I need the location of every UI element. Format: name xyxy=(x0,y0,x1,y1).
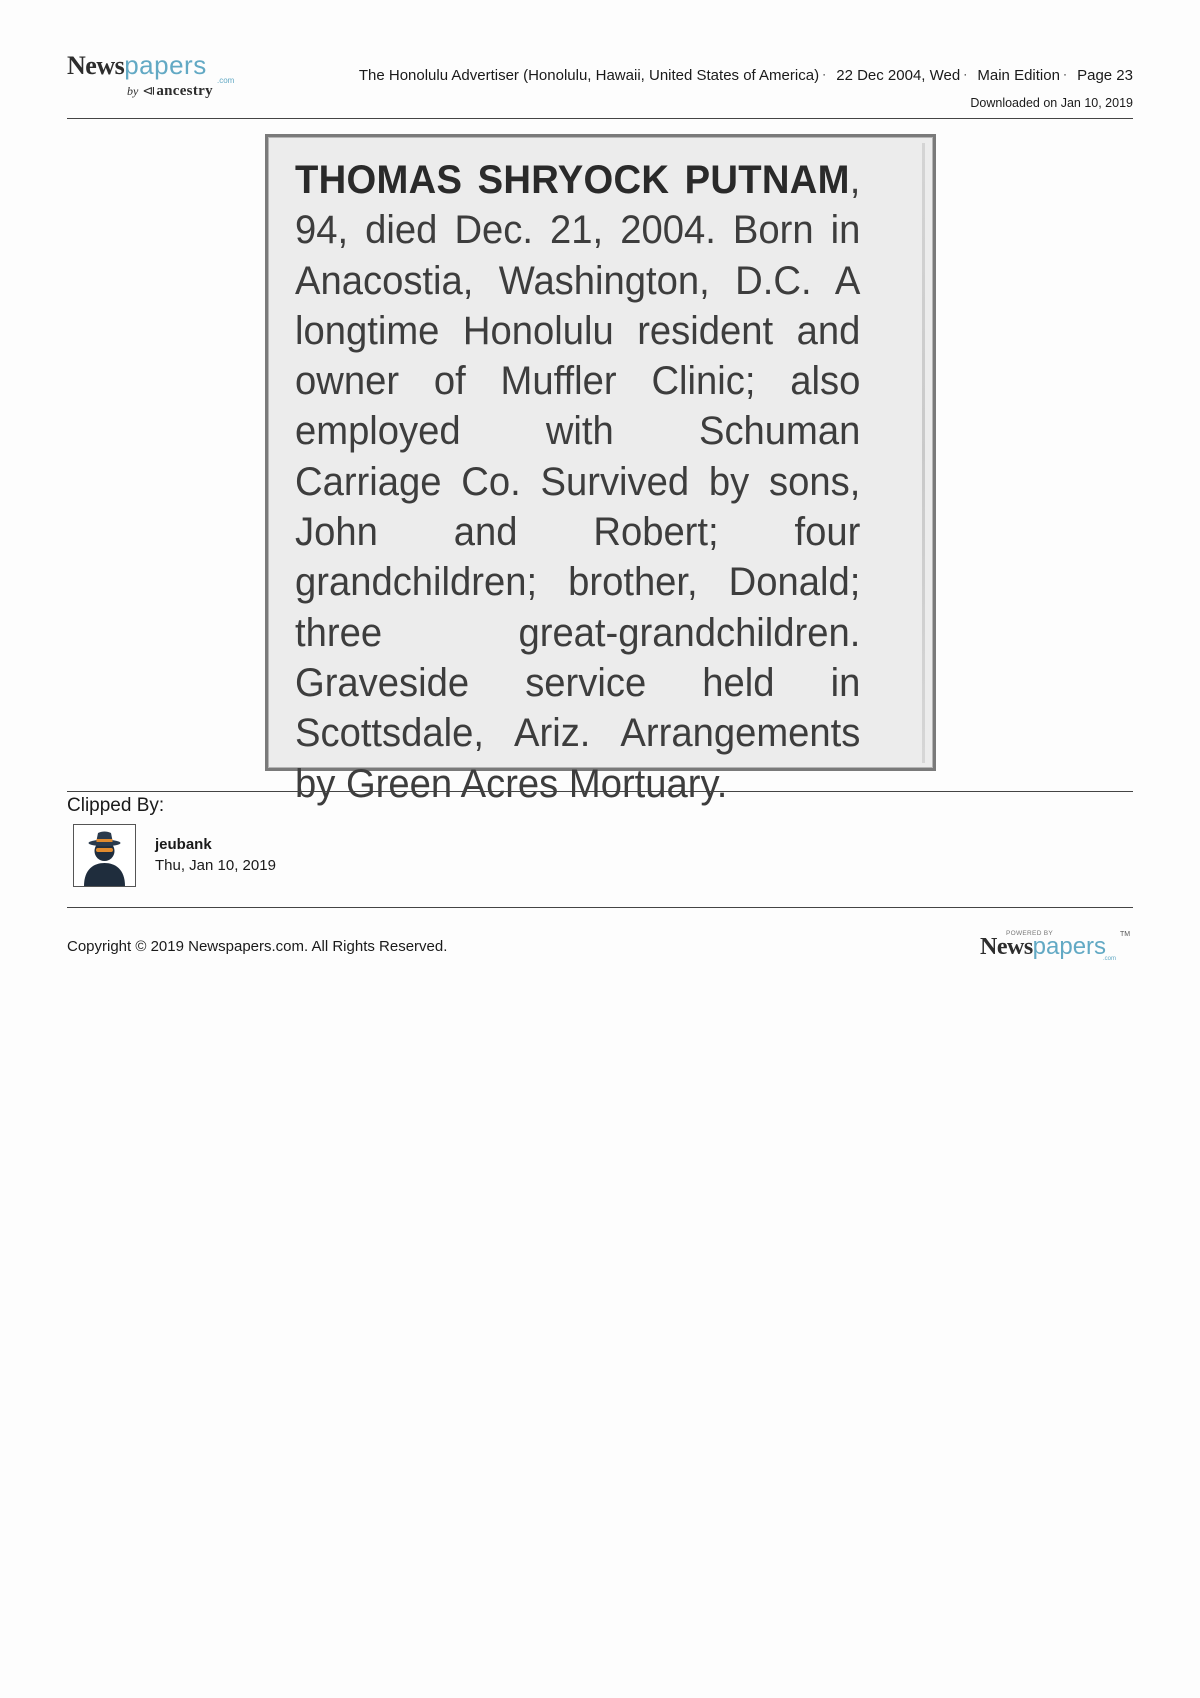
clipping-column-edge xyxy=(922,143,925,763)
obituary-text xyxy=(295,155,860,809)
publication-info xyxy=(359,67,1133,84)
logo-dotcom: .com xyxy=(217,76,235,85)
ancestry-leaf-icon: ⧏ xyxy=(142,83,156,98)
newspapers-by-ancestry-logo[interactable] xyxy=(67,52,247,108)
hat-person-avatar-icon[interactable] xyxy=(73,824,136,887)
publication-date: 22 Dec 2004, Wed xyxy=(836,67,961,84)
clipped-by-label: Clipped By: xyxy=(67,795,165,816)
newspaper-clipping xyxy=(265,134,936,806)
logo-byline: by ⧏ancestry xyxy=(127,83,213,99)
obituary-name: THOMAS SHRYOCK PUTNAM xyxy=(295,158,850,202)
logo-wordmark: Newspapers xyxy=(67,50,207,80)
separator: · xyxy=(822,67,827,81)
clipper-username[interactable]: jeubank xyxy=(155,836,212,853)
separator: · xyxy=(1062,67,1067,81)
page-header xyxy=(67,52,1133,118)
footer-divider xyxy=(67,907,1133,908)
clip-date: Thu, Jan 10, 2019 xyxy=(155,857,276,874)
obituary-body: , 94, died Dec. 21, 2004. Born in Anacostia, Washington, D.C. A longtime Honolulu resident and owner of Muffler Clinic; also employed with Schuman Carriage Co. Survived by sons, John and Robert; four grandchildren; brother, Donald; three great-grandchildren. Graveside service held in Scottsdale, Ariz. Arrangements by Green Acres Mortuary. xyxy=(295,158,861,806)
publication-page: Page 23 xyxy=(1077,67,1133,84)
powered-by-text: POWERED BY xyxy=(1006,930,1054,937)
footer-logo-dotcom: .com xyxy=(1103,956,1117,962)
avatar-graphic xyxy=(74,825,135,886)
copyright-notice: Copyright © 2019 Newspapers.com. All Rights Reserved. xyxy=(67,938,448,955)
footer-logo-wordmark: Newspapers xyxy=(980,933,1107,960)
header-divider xyxy=(67,118,1133,119)
publication-edition: Main Edition xyxy=(977,67,1060,84)
trademark-mark: TM xyxy=(1120,931,1131,938)
clipping-divider xyxy=(67,791,1133,792)
powered-by-newspapers-logo[interactable] xyxy=(980,930,1130,966)
downloaded-date: Downloaded on Jan 10, 2019 xyxy=(970,96,1133,110)
separator: · xyxy=(963,67,968,81)
publication-name: The Honolulu Advertiser (Honolulu, Hawaii, United States of America) xyxy=(358,67,820,84)
